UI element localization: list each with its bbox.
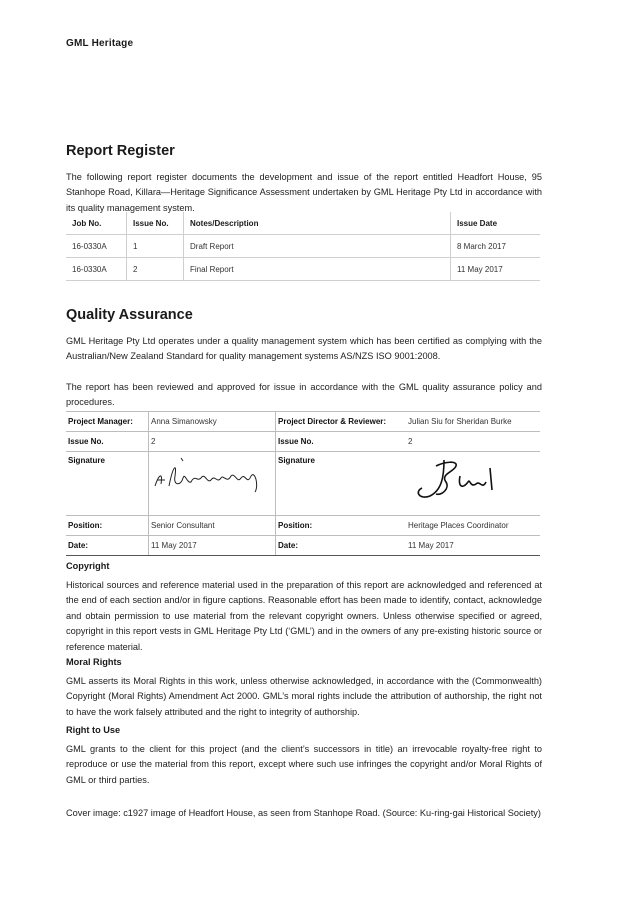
- position-label-left: Position:: [66, 516, 149, 536]
- qa-para-1: GML Heritage Pty Ltd operates under a quality management system which has been certified as complying with the Australian/New Zealand Standard for quality management systems AS/NZS ISO 9001:2008.: [66, 336, 542, 362]
- position-value-left: Senior Consultant: [149, 516, 276, 536]
- moral-rights-text: GML asserts its Moral Rights in this work, unless otherwise acknowledged, in accordance with the (Commonwealth) Copyright (Moral Rights) Amendment Act 2000. GML’s moral rights include the attribution of authorship, the right not to have the work falsely attributed and the right to integrity of authorship.: [66, 676, 542, 717]
- table-row: [66, 235, 540, 258]
- report-register-table: [66, 212, 540, 281]
- date-value-right: 11 May 2017: [406, 536, 540, 556]
- col-job-no: Job No.: [66, 212, 127, 235]
- signature-left-image: [151, 456, 269, 500]
- right-to-use-text: GML grants to the client for this project (and the client’s successors in title) an irrevocable royalty-free right to reproduce or use the material from this report, except where such use infringes the copyright and/or Moral Rights of GML or third parties.: [66, 744, 542, 785]
- report-register-heading: Report Register: [66, 143, 175, 159]
- project-director-label: Project Director & Reviewer:: [276, 412, 407, 432]
- cell-issue: 1: [127, 235, 184, 258]
- right-to-use-heading: Right to Use: [66, 725, 121, 735]
- date-value-left: 11 May 2017: [149, 536, 276, 556]
- qa-row-signature: [66, 452, 540, 516]
- issue-label-left: Issue No.: [66, 432, 149, 452]
- col-issue-date: Issue Date: [451, 212, 541, 235]
- cell-date: 11 May 2017: [451, 258, 541, 281]
- issue-value-left: 2: [149, 432, 276, 452]
- qa-row-position: [66, 516, 540, 536]
- cell-notes: Final Report: [184, 258, 451, 281]
- issue-value-right: 2: [406, 432, 540, 452]
- report-register-intro: The following report register documents the development and issue of the report entitled Headfort House, 95 Stanhope Road, Killara—Heritage Significance Assessment undertaken by GML Heritage Pty Ltd in accordance with its quality management system.: [66, 172, 542, 213]
- signature-right-image: [408, 456, 518, 504]
- copyright-heading: Copyright: [66, 561, 110, 571]
- col-notes: Notes/Description: [184, 212, 451, 235]
- cell-job: 16-0330A: [66, 258, 127, 281]
- qa-approval-table: [66, 411, 540, 556]
- position-label-right: Position:: [276, 516, 407, 536]
- cell-date: 8 March 2017: [451, 235, 541, 258]
- project-manager-label: Project Manager:: [66, 412, 149, 432]
- cell-issue: 2: [127, 258, 184, 281]
- project-director-value: Julian Siu for Sheridan Burke: [406, 412, 540, 432]
- signature-label-right: Signature: [276, 452, 407, 516]
- project-manager-value: Anna Simanowsky: [149, 412, 276, 432]
- date-label-left: Date:: [66, 536, 149, 556]
- cell-job: 16-0330A: [66, 235, 127, 258]
- quality-assurance-heading: Quality Assurance: [66, 307, 193, 323]
- cover-image-caption: Cover image: c1927 image of Headfort House, as seen from Stanhope Road. (Source: Ku-ring-gai Historical Society): [66, 808, 541, 818]
- signature-label-left: Signature: [66, 452, 149, 516]
- org-header: GML Heritage: [66, 38, 134, 49]
- table-header-row: [66, 212, 540, 235]
- qa-para-2: The report has been reviewed and approved for issue in accordance with the GML quality assurance policy and procedures.: [66, 382, 542, 408]
- position-value-right: Heritage Places Coordinator: [406, 516, 540, 536]
- signature-right: [406, 452, 540, 516]
- copyright-text: Historical sources and reference material used in the preparation of this report are acknowledged and referenced at the end of each section and/or in figure captions. Reasonable effort has been made to identify, contact, acknowledge and obtain permission to use material from the relevant copyright owners. Unless otherwise specified or agreed, copyright in this report vests in GML Heritage Pty Ltd (‘GML’) and in the owners of any pre-existing historic source or reference material.: [66, 580, 542, 652]
- qa-row-issue: [66, 432, 540, 452]
- cell-notes: Draft Report: [184, 235, 451, 258]
- date-label-right: Date:: [276, 536, 407, 556]
- col-issue-no: Issue No.: [127, 212, 184, 235]
- signature-left: [149, 452, 276, 516]
- table-row: [66, 258, 540, 281]
- moral-rights-heading: Moral Rights: [66, 657, 122, 667]
- qa-row-date: [66, 536, 540, 556]
- qa-row-names: [66, 412, 540, 432]
- issue-label-right: Issue No.: [276, 432, 407, 452]
